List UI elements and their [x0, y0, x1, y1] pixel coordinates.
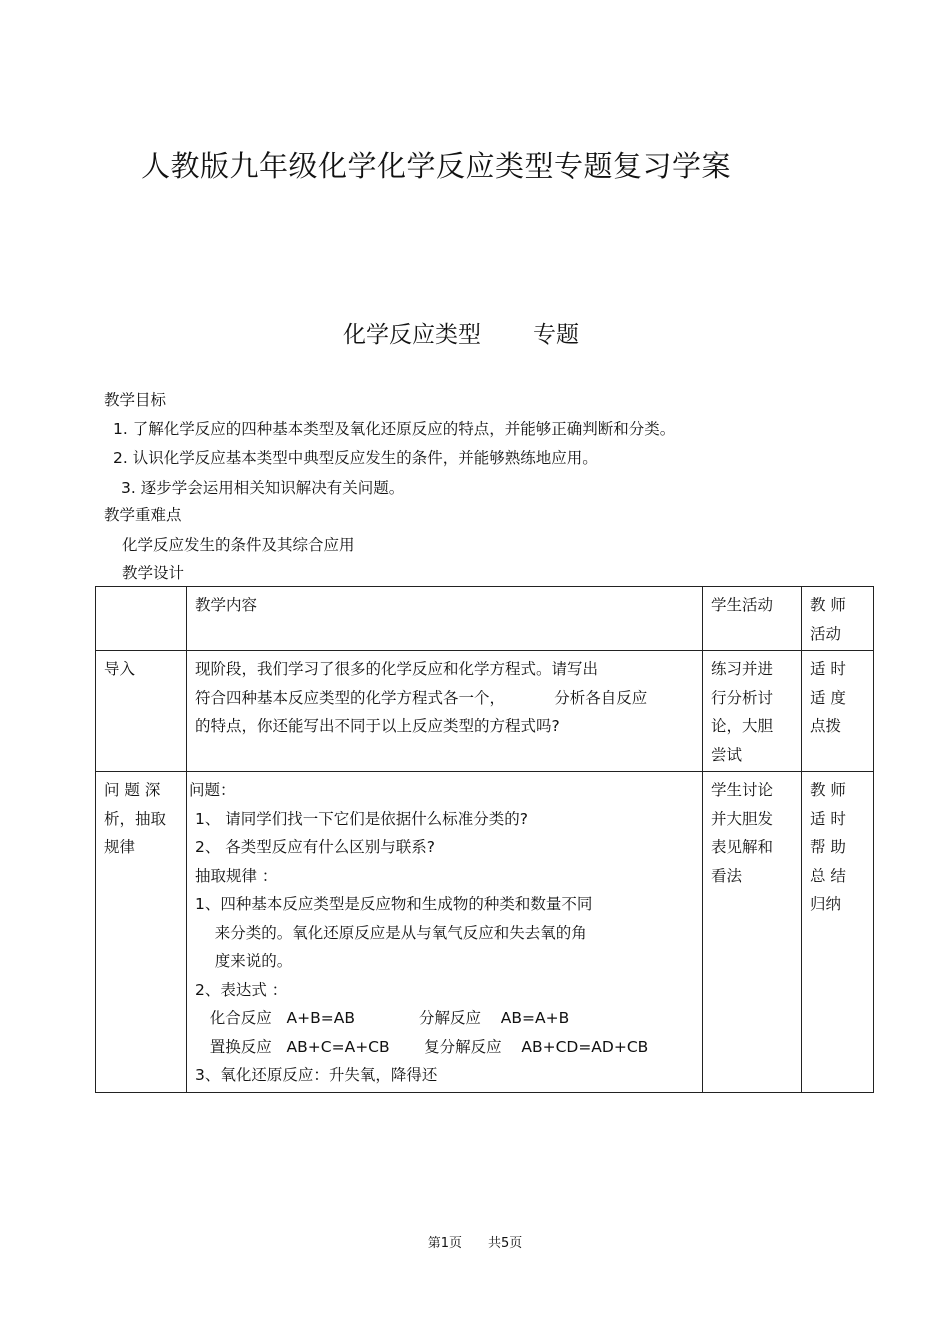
header-teacher-cell: [802, 587, 874, 651]
analysis-content-line: 问题：: [189, 781, 236, 799]
intro-content-line: 的特点，你还能写出不同于以上反应类型的方程式吗?: [195, 717, 560, 735]
key-points-heading: 教学重难点: [104, 506, 182, 524]
analysis-content-cell: [187, 772, 703, 1093]
page-footer: [0, 1232, 950, 1251]
header-stage-cell: [96, 587, 187, 651]
intro-student-cell: [703, 651, 802, 772]
goals-heading: 教学目标: [104, 391, 167, 409]
analysis-content-line: 度来说的。: [195, 952, 293, 970]
analysis-content-line: 2、表达式 ：: [195, 980, 288, 999]
table-header-row: [96, 587, 874, 651]
formula-line: 置换反应 AB+C=A+CB 复分解反应 AB+CD=AD+CB: [195, 1037, 649, 1056]
intro-content-line: 符合四种基本反应类型的化学方程式各一个， 分析各自反应: [195, 688, 648, 707]
analysis-teacher-line: 归纳: [810, 895, 842, 913]
document-title: 人教版九年级化学化学反应类型专题复习学案: [141, 149, 732, 183]
analysis-teacher-line: 教 师: [810, 781, 846, 799]
analysis-teacher-line: 帮 助: [810, 838, 846, 856]
goal-item-1: 1. 了解化学反应的四种基本类型及氧化还原反应的特点，并能够正确判断和分类。: [113, 420, 676, 438]
lesson-plan-table: [95, 586, 874, 1093]
analysis-content-line: 来分类的。氧化还原反应是从与氧气反应和失去氧的角: [195, 923, 587, 942]
table-row-intro: [96, 651, 874, 772]
intro-teacher-line: 适 时: [810, 660, 846, 678]
analysis-student-line: 表见解和: [711, 838, 774, 856]
header-content-label: 教学内容: [195, 596, 258, 614]
analysis-content-line: 抽取规律 ：: [195, 866, 278, 885]
goal-item-3: 3. 逐步学会运用相关知识解决有关问题。: [121, 479, 405, 497]
header-student-label: 学生活动: [711, 596, 774, 614]
page-number: 第1页: [427, 1236, 462, 1251]
analysis-teacher-line: 适 时: [810, 809, 846, 828]
intro-student-line: 论，大胆: [711, 717, 774, 735]
analysis-stage-line: 问 题 深: [104, 781, 161, 799]
header-student-cell: [703, 587, 802, 651]
topic-title-suffix: 专题: [533, 322, 579, 348]
intro-content-line: 现阶段，我们学习了很多的化学反应和化学方程式。请写出: [195, 660, 599, 678]
intro-stage-cell: [96, 651, 187, 772]
analysis-stage-line: 析，抽取: [104, 809, 167, 828]
table-row-analysis: [96, 772, 874, 1093]
header-teacher-label-2: 活动: [810, 624, 842, 643]
intro-teacher-line: 适 度: [810, 688, 846, 707]
key-points-text: 化学反应发生的条件及其综合应用: [122, 536, 355, 554]
header-content-cell: [187, 587, 703, 651]
intro-student-line: 尝试: [711, 745, 743, 764]
page-total: 共5页: [488, 1236, 523, 1251]
intro-content-cell: [187, 651, 703, 772]
analysis-stage-line: 规律: [104, 838, 136, 856]
formula-line: 化合反应 A+B=AB 分解反应 AB=A+B: [195, 1009, 570, 1027]
topic-title-main: 化学反应类型: [343, 322, 481, 348]
design-heading: 教学设计: [122, 564, 185, 582]
analysis-content-line: 1、 请同学们找一下它们是依据什么标准分类的?: [195, 809, 529, 828]
goal-item-2: 2. 认识化学反应基本类型中典型反应发生的条件，并能够熟练地应用。: [113, 449, 598, 467]
topic-title: [343, 316, 579, 349]
analysis-stage-cell: [96, 772, 187, 1093]
analysis-teacher-line: 总 结: [810, 866, 846, 885]
analysis-student-cell: [703, 772, 802, 1093]
analysis-student-line: 并大胆发: [711, 809, 774, 828]
analysis-teacher-cell: [802, 772, 874, 1093]
intro-stage-label: 导入: [104, 660, 136, 678]
intro-teacher-cell: [802, 651, 874, 772]
intro-teacher-line: 点拨: [810, 717, 842, 735]
analysis-student-line: 看法: [711, 866, 743, 885]
intro-student-line: 行分析讨: [711, 688, 774, 707]
analysis-student-line: 学生讨论: [711, 781, 774, 799]
intro-student-line: 练习并进: [711, 660, 774, 678]
analysis-content-line: 3、氧化还原反应：升失氧，降得还: [195, 1066, 438, 1084]
header-teacher-label-1: 教 师: [810, 596, 846, 614]
analysis-content-line: 1、四种基本反应类型是反应物和生成物的种类和数量不同: [195, 895, 593, 913]
analysis-content-line: 2、 各类型反应有什么区别与联系?: [195, 838, 436, 856]
